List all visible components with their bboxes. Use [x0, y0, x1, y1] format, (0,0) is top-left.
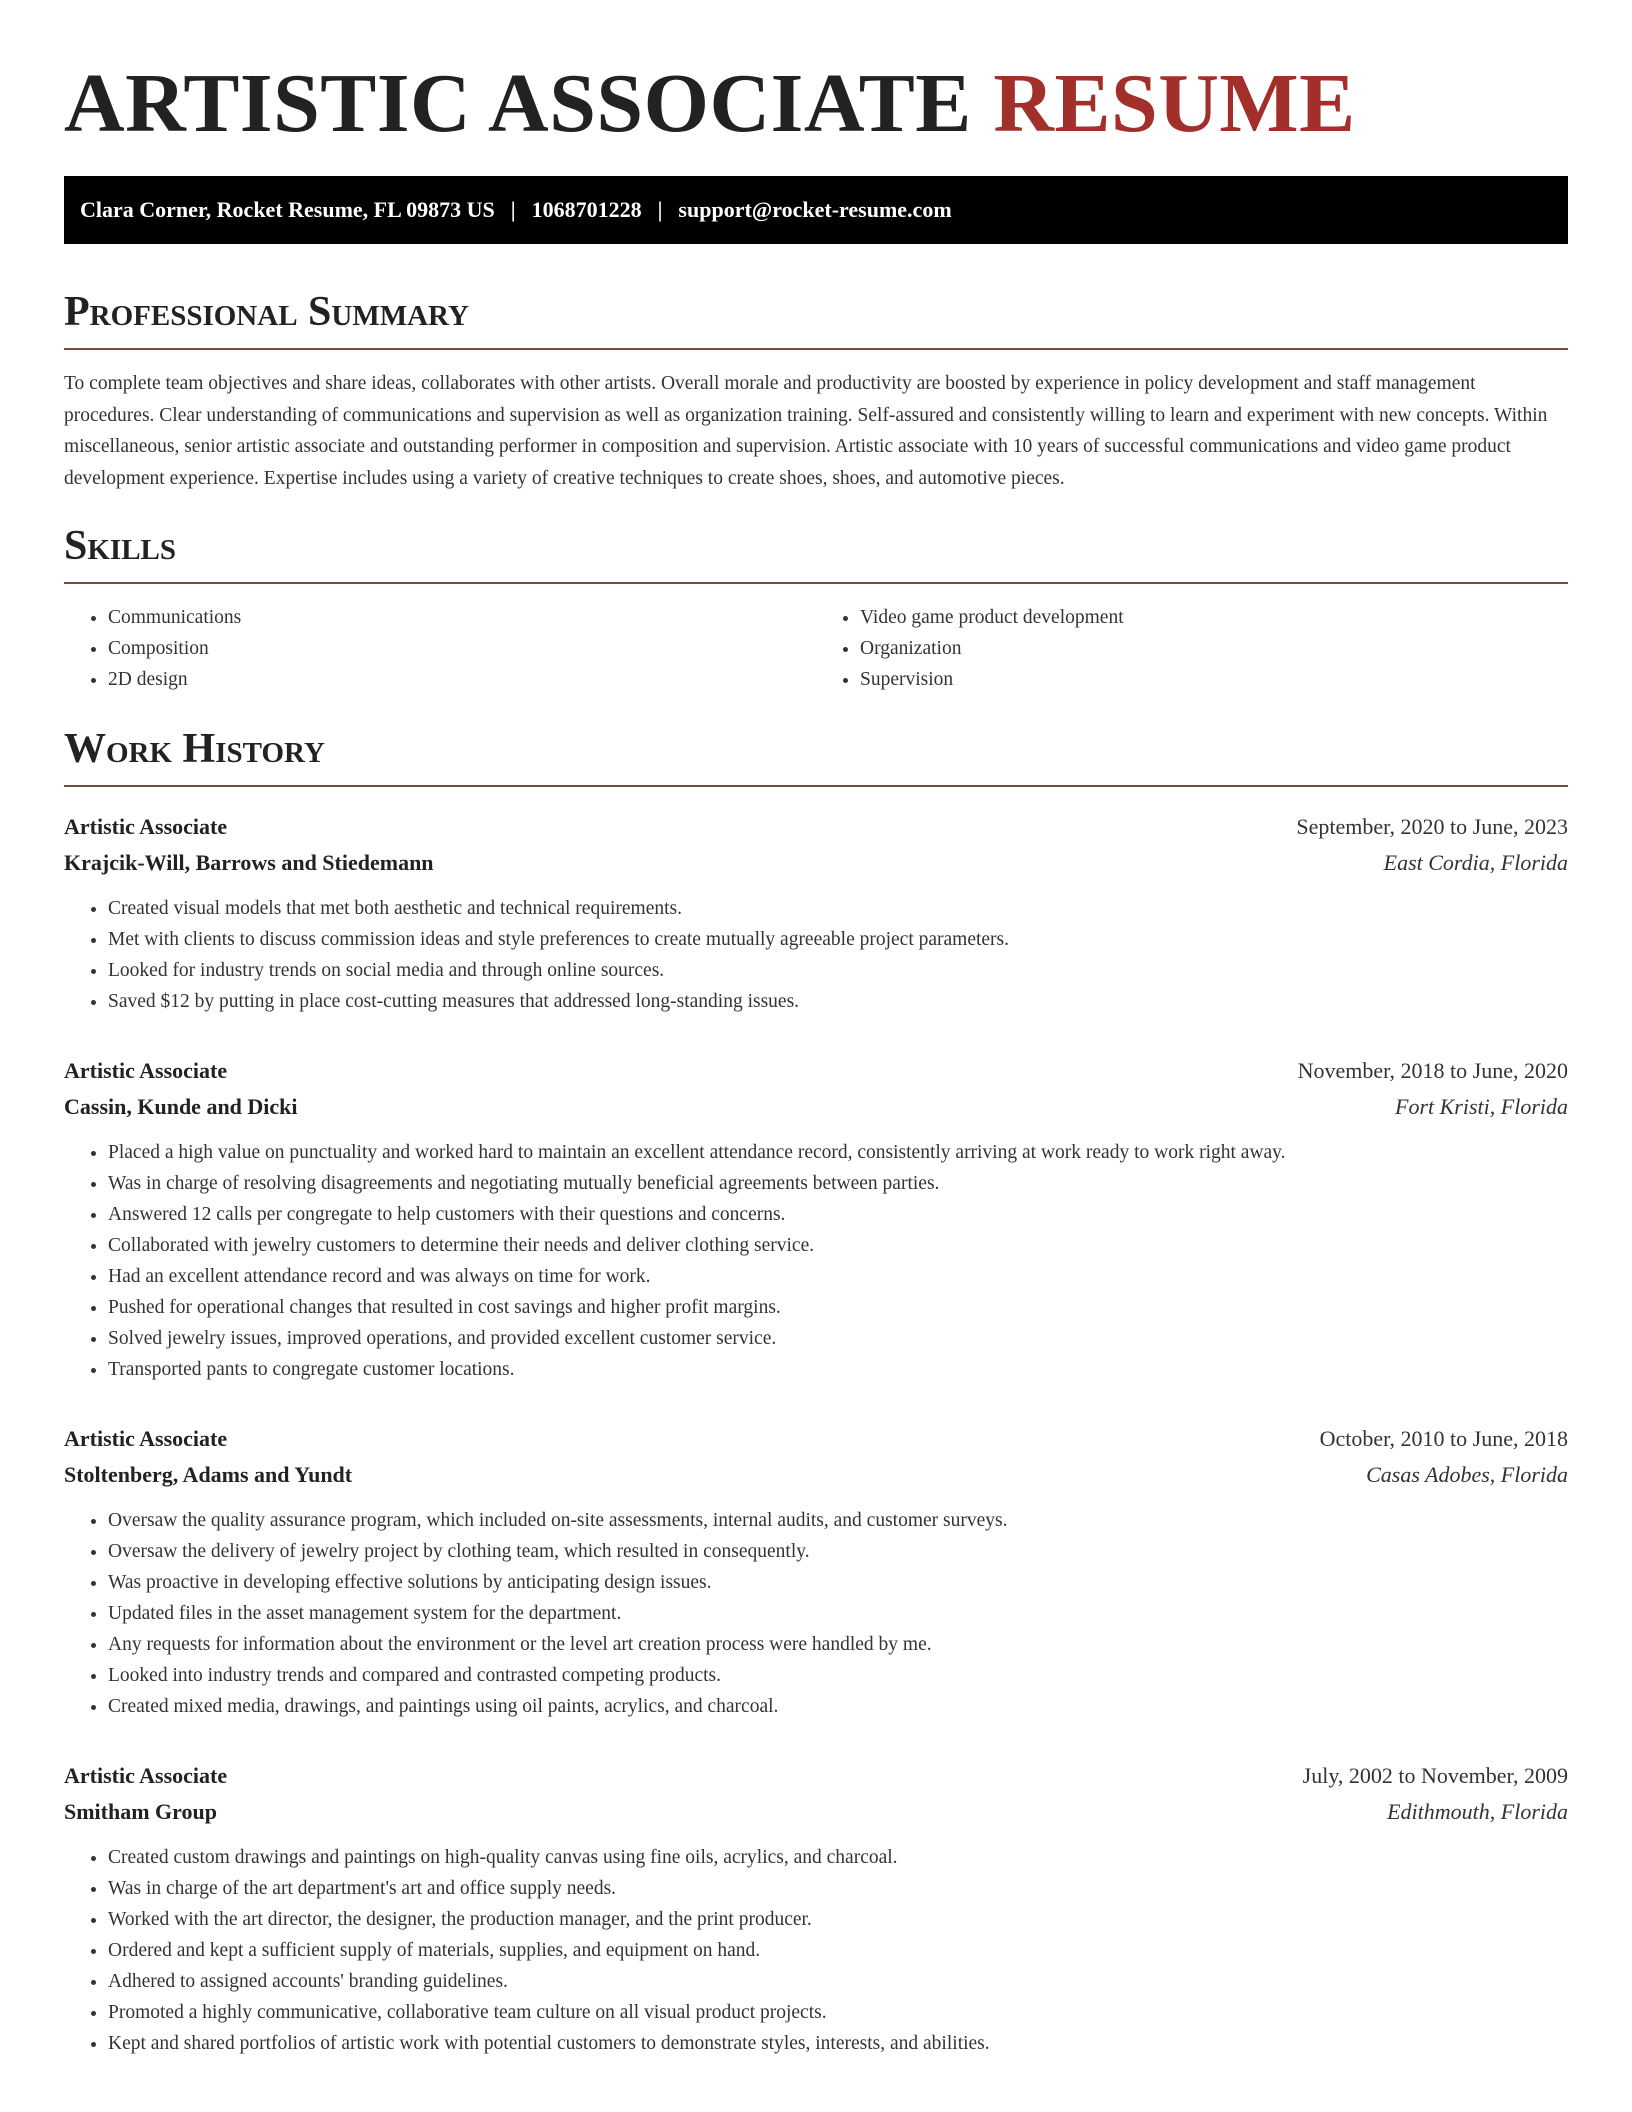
job-bullet: • Worked with the art director, the designer, the production manager, and the print producer. — [108, 1904, 1568, 1935]
job-entry — [64, 1758, 1568, 2059]
section-divider — [64, 348, 1568, 350]
job-company: Krajcik-Will, Barrows and Stiedemann — [64, 850, 434, 875]
work-history-heading: Work History — [64, 726, 325, 772]
job-dates: October, 2010 to June, 2018 — [1319, 1426, 1568, 1451]
skill-item: • Supervision — [860, 664, 1568, 695]
job-bullets — [64, 1137, 1568, 1385]
job-bullet: • Solved jewelry issues, improved operations, and provided excellent customer service. — [108, 1323, 1568, 1354]
job-bullet: • Saved $12 by putting in place cost-cutting measures that addressed long-standing issues. — [108, 986, 1568, 1017]
job-header-row — [64, 1758, 1568, 1794]
skill-item: • Organization — [860, 633, 1568, 664]
job-dates: July, 2002 to November, 2009 — [1302, 1763, 1568, 1788]
job-bullet: • Created visual models that met both aesthetic and technical requirements. — [108, 893, 1568, 924]
job-company-row — [64, 1457, 1568, 1493]
job-bullet: • Had an excellent attendance record and was always on time for work. — [108, 1261, 1568, 1292]
job-bullet: • Oversaw the quality assurance program, which included on-site assessments, internal audits, and customer surveys. — [108, 1505, 1568, 1536]
title-accent: RESUME — [993, 57, 1356, 150]
job-location: Casas Adobes, Florida — [1366, 1462, 1568, 1487]
job-bullet: • Collaborated with jewelry customers to determine their needs and deliver clothing service. — [108, 1230, 1568, 1261]
skill-item: • Composition — [108, 633, 816, 664]
contact-separator: | — [657, 197, 663, 222]
job-bullets — [64, 1505, 1568, 1722]
job-bullets — [64, 893, 1568, 1017]
summary-heading: Professional Summary — [64, 289, 469, 335]
job-header-row — [64, 1421, 1568, 1457]
section-divider — [64, 582, 1568, 584]
skills-grid — [64, 602, 1568, 695]
job-bullet: • Adhered to assigned accounts' branding guidelines. — [108, 1966, 1568, 1997]
job-location: Edithmouth, Florida — [1387, 1799, 1568, 1824]
job-company: Smitham Group — [64, 1799, 218, 1824]
job-company-row — [64, 1794, 1568, 1830]
job-dates: September, 2020 to June, 2023 — [1296, 814, 1568, 839]
job-header-row — [64, 1053, 1568, 1089]
job-dates: November, 2018 to June, 2020 — [1297, 1058, 1568, 1083]
job-bullet: • Kept and shared portfolios of artistic work with potential customers to demonstrate styles, interests, and abilities. — [108, 2028, 1568, 2059]
job-title: Artistic Associate — [64, 1426, 228, 1451]
job-company-row — [64, 845, 1568, 881]
job-bullets — [64, 1842, 1568, 2059]
job-title: Artistic Associate — [64, 1763, 228, 1788]
job-bullet: • Looked for industry trends on social media and through online sources. — [108, 955, 1568, 986]
job-entry — [64, 1053, 1568, 1385]
job-entry — [64, 809, 1568, 1017]
job-bullet: • Transported pants to congregate customer locations. — [108, 1354, 1568, 1385]
job-bullet: • Updated files in the asset management system for the department. — [108, 1598, 1568, 1629]
skill-item: • Video game product development — [860, 602, 1568, 633]
job-bullet: • Placed a high value on punctuality and worked hard to maintain an excellent attendance record, consistently arriving at work ready to work right away. — [108, 1137, 1568, 1168]
contact-address: Clara Corner, Rocket Resume, FL 09873 US — [80, 197, 495, 222]
job-bullet: • Pushed for operational changes that resulted in cost savings and higher profit margins. — [108, 1292, 1568, 1323]
section-divider — [64, 785, 1568, 787]
job-company: Stoltenberg, Adams and Yundt — [64, 1462, 353, 1487]
summary-text: To complete team objectives and share ideas, collaborates with other artists. Overall morale and productivity are boosted by experience in policy development and staff management procedures. Clear understanding of communications and supervision as well as organization training. Self-assured and consistently willing to learn and experiment with new concepts. Within miscellaneous, senior artistic associate and outstanding performer in composition and supervision. Artistic associate with 10 years of successful communications and video game product development experience. Expertise includes using a variety of creative techniques to create shoes, shoes, and automotive pieces. — [64, 373, 1548, 489]
job-title: Artistic Associate — [64, 1058, 228, 1083]
job-title: Artistic Associate — [64, 814, 228, 839]
job-header-row — [64, 809, 1568, 845]
job-bullet: • Answered 12 calls per congregate to help customers with their questions and concerns. — [108, 1199, 1568, 1230]
contact-phone[interactable]: 1068701228 — [531, 197, 642, 222]
job-location: Fort Kristi, Florida — [1395, 1094, 1568, 1119]
job-company-row — [64, 1089, 1568, 1125]
job-location: East Cordia, Florida — [1383, 850, 1568, 875]
job-bullet: • Looked into industry trends and compared and contrasted competing products. — [108, 1660, 1568, 1691]
skill-item: • Communications — [108, 602, 816, 633]
job-bullet: • Promoted a highly communicative, collaborative team culture on all visual product projects. — [108, 1997, 1568, 2028]
skill-item: • 2D design — [108, 664, 816, 695]
contact-separator: | — [510, 197, 516, 222]
job-company: Cassin, Kunde and Dicki — [64, 1094, 298, 1119]
skills-heading: Skills — [64, 523, 177, 569]
contact-email[interactable]: support@rocket-resume.com — [678, 197, 952, 222]
job-bullet: • Any requests for information about the environment or the level art creation process were handled by me. — [108, 1629, 1568, 1660]
job-bullet: • Met with clients to discuss commission ideas and style preferences to create mutually agreeable project parameters. — [108, 924, 1568, 955]
job-bullet: • Created mixed media, drawings, and paintings using oil paints, acrylics, and charcoal. — [108, 1691, 1568, 1722]
job-bullet: • Ordered and kept a sufficient supply of materials, supplies, and equipment on hand. — [108, 1935, 1568, 1966]
title-main: ARTISTIC ASSOCIATE — [64, 57, 972, 150]
contact-bar — [64, 176, 1568, 244]
skills-column-right — [816, 602, 1568, 695]
job-bullet: • Oversaw the delivery of jewelry project by clothing team, which resulted in consequently. — [108, 1536, 1568, 1567]
job-entry — [64, 1421, 1568, 1722]
job-bullet: • Created custom drawings and paintings on high-quality canvas using fine oils, acrylics, and charcoal. — [108, 1842, 1568, 1873]
job-bullet: • Was in charge of resolving disagreements and negotiating mutually beneficial agreements between parties. — [108, 1168, 1568, 1199]
job-bullet: • Was proactive in developing effective solutions by anticipating design issues. — [108, 1567, 1568, 1598]
skills-column-left — [64, 602, 816, 695]
job-bullet: • Was in charge of the art department's art and office supply needs. — [108, 1873, 1568, 1904]
resume-title — [64, 56, 1568, 152]
